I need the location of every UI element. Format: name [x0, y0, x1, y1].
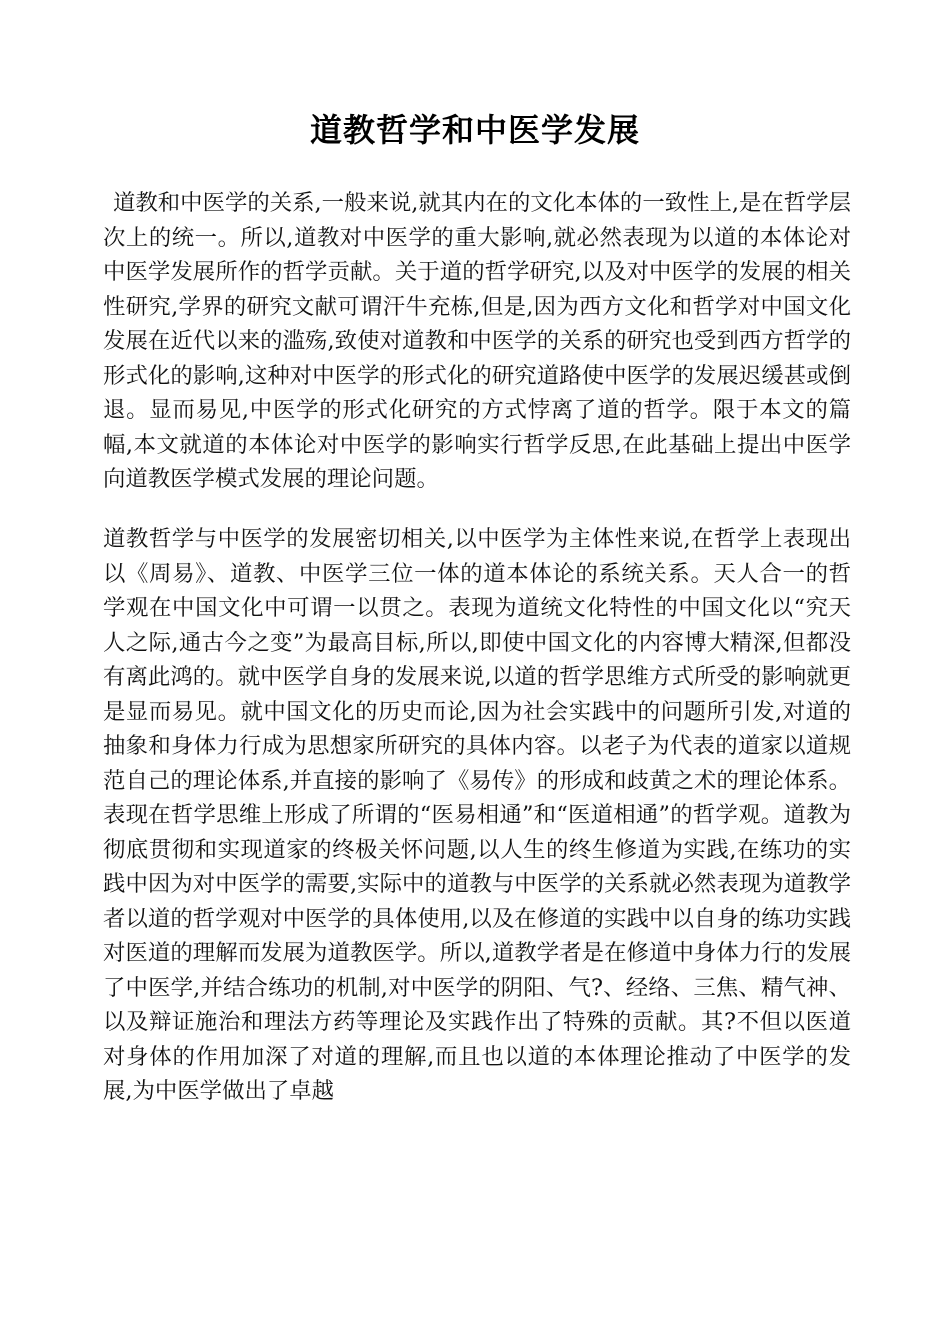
- body-paragraph-1: 道教和中医学的关系,一般来说,就其内在的文化本体的一致性上,是在哲学层次上的统一。所以,道教对中医学的重大影响,就必然表现为以道的本体论对中医学发展所作的哲学贡献。关于道的哲学研究,以及对中医学的发展的相关性研究,学界的研究文献可谓汗牛充栋,但是,因为西方文化和哲学对中国文化发展在近代以来的滥殇,致使对道教和中医学的关系的研究也受到西方哲学的形式化的影响,这种对中医学的形式化的研究道路使中医学的发展迟缓甚或倒退。显而易见,中医学的形式化研究的方式悖离了道的哲学。限于本文的篇幅,本文就道的本体论对中医学的影响实行哲学反思,在此基础上提出中医学向道教医学模式发展的理论问题。: [103, 190, 851, 492]
- document-title: 道教哲学和中医学发展: [309, 111, 640, 149]
- body-paragraph-2: 道教哲学与中医学的发展密切相关,以中医学为主体性来说,在哲学上表现出以《周易》、道教、中医学三位一体的道本体论的系统关系。天人合一的哲学观在中国文化中可谓一以贯之。表现为道统文化特性的中国文化以“究天人之际,通古今之变”为最高目标,所以,即使中国文化的内容博大精深,但都没有离此鸿的。就中医学自身的发展来说,以道的哲学思维方式所受的影响就更是显而易见。就中国文化的历史而论,因为社会实践中的问题所引发,对道的抽象和身体力行成为思想家所研究的具体内容。以老子为代表的道家以道规范自己的理论体系,并直接的影响了《易传》的形成和歧黄之术的理论体系。表现在哲学思维上形成了所谓的“医易相通”和“医道相通”的哲学观。道教为彻底贯彻和实现道家的终极关怀问题,以人生的终生修道为实践,在练功的实践中因为对中医学的需要,实际中的道教与中医学的关系就必然表现为道教学者以道的哲学观对中医学的具体使用,以及在修道的实践中以自身的练功实践对医道的理解而发展为道教医学。所以,道教学者是在修道中身体力行的发展了中医学,并结合练功的机制,对中医学的阴阳、气?、经络、三焦、精气神、以及辩证施治和理法方药等理论及实践作出了特殊的贡献。其?不但以医道对身体的作用加深了对道的理解,而且也以道的本体理论推动了中医学的发展,为中医学做出了卓越: [103, 526, 851, 1104]
